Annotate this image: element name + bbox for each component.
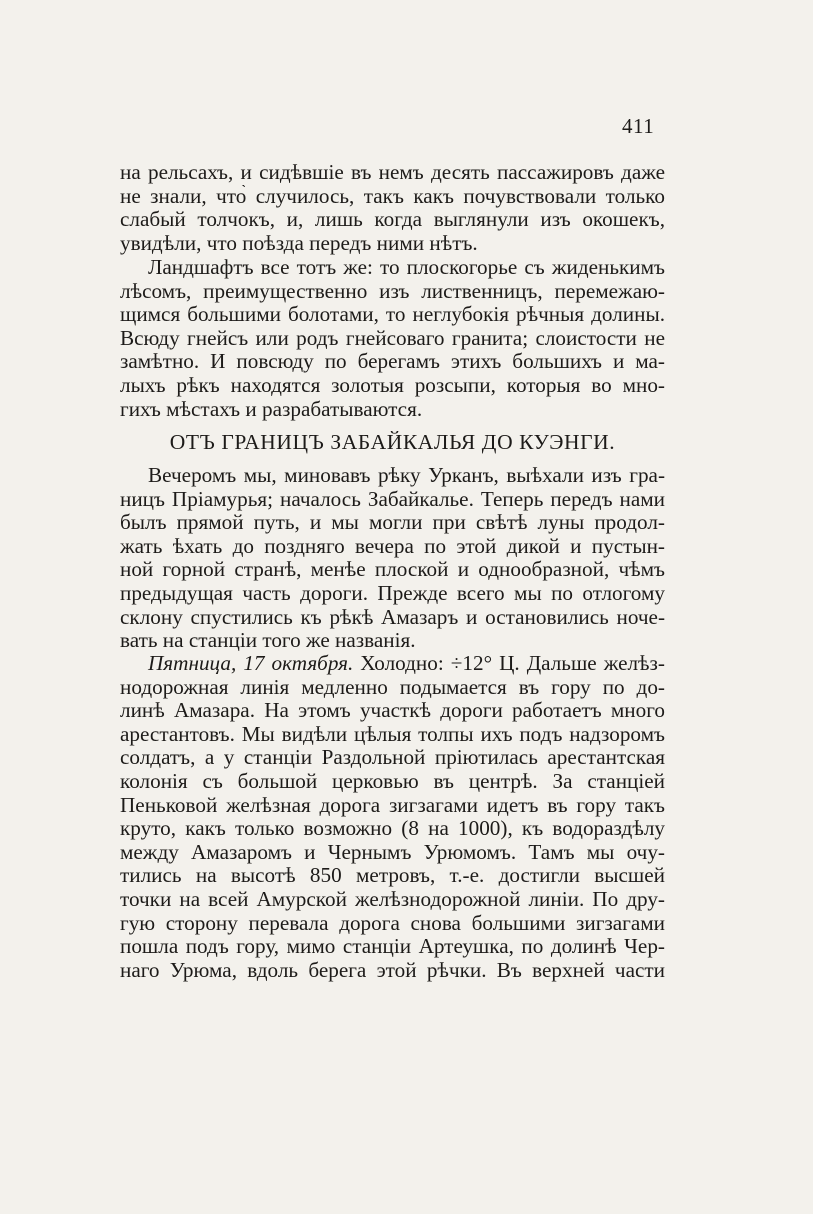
text-line: линѣ Амазара. На этомъ участкѣ дороги работаетъ много [120,699,665,723]
text-line: Всюду гнейсъ или родъ гнейсоваго гранита; слоистости не [120,326,665,350]
text-line: ной горной странѣ, менѣе плоской и однообразной, чѣмъ [120,558,665,582]
text-run: Холодно: ÷12° Ц. Дальше желѣз- [353,652,665,675]
text-line: склону спустились къ рѣкѣ Амазаръ и остановились ноче- [120,605,665,629]
text-line: замѣтно. И повсюду по берегамъ этихъ большихъ и ма- [120,350,665,374]
text-line: между Амазаромъ и Чернымъ Урюмомъ. Тамъ мы очу- [120,840,665,864]
text-line: не знали, что̀ случилось, такъ какъ почувствовали только [120,184,665,208]
text-line: арестантовъ. Мы видѣли цѣлыя толпы ихъ подъ надзоромъ [120,722,665,746]
text-line: Вечеромъ мы, миновавъ рѣку Урканъ, выѣхали изъ гра- [148,464,665,487]
paragraph-3 [120,464,665,653]
text-line: предыдущая часть дороги. Прежде всего мы по отлогому [120,581,665,605]
text-line: вать на станціи того же названія. [120,629,416,653]
section-heading: ОТЪ ГРАНИЦЪ ЗАБАЙКАЛЬЯ ДО КУЭНГИ. [169,430,616,454]
text-line: Пеньковой желѣзная дорога зигзагами идетъ въ гору такъ [120,793,665,817]
paragraph-1 [120,161,665,255]
text-line: нодорожная линія медленно подымается въ гору по до- [120,675,665,699]
text-line: жать ѣхать до поздняго вечера по этой дикой и пустын- [120,534,665,558]
text-line: ницъ Пріамурья; началось Забайкалье. Теперь передъ нами [120,487,665,511]
text-line: колонія съ большой церковью въ центрѣ. За станціей [120,769,665,793]
text-line: слабый толчокъ, и, лишь когда выглянули изъ окошекъ, [120,208,665,232]
text-line: круто, какъ только возможно (8 на 1000), къ водораздѣлу [120,817,665,841]
text-line: лѣсомъ, преимущественно изъ лиственницъ, перемежаю- [120,279,665,303]
text-line: пошла подъ гору, мимо станціи Артеушка, по долинѣ Чер- [120,935,665,959]
page-number: 411 [622,114,655,138]
text-line: точки на всей Амурской желѣзнодорожной линіи. По дру- [120,887,665,911]
text-line: лыхъ рѣкъ находятся золотыя розсыпи, которыя во мно- [120,373,665,397]
text-line: гихъ мѣстахъ и разрабатываются. [120,397,423,421]
text-line: наго Урюма, вдоль берега этой рѣчки. Въ верхней части [120,958,665,982]
paragraph-2 [120,256,665,421]
text-line: солдатъ, а у станціи Раздольной пріютилась арестантская [120,746,665,770]
text-line: тились на высотѣ 850 метровъ, т.-е. достигли высшей [120,864,665,888]
text-line: щимся большими болотами, то неглубокія рѣчныя долины. [120,303,665,327]
text-line [120,652,665,676]
text-line: гую сторону перевала дорога снова большими зигзагами [120,911,665,935]
text-line: Ландшафтъ все тотъ же: то плоскогорье съ жиденькимъ [148,256,665,279]
text-line: увидѣли, что поѣзда передъ ними нѣтъ. [120,231,478,255]
diary-date: Пятница, 17 октября. [148,652,354,675]
paragraph-4 [120,652,665,982]
text-line: на рельсахъ, и сидѣвшіе въ немъ десять пассажировъ даже [120,161,665,184]
text-line: былъ прямой путь, и мы могли при свѣтѣ луны продол- [120,511,665,535]
